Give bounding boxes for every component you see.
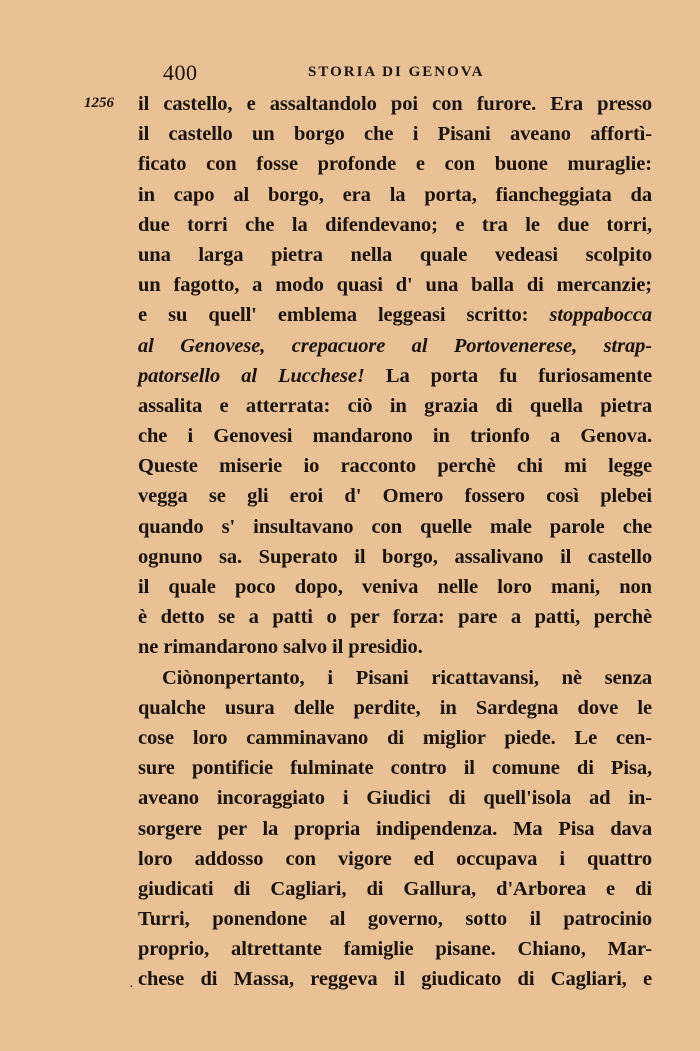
margin-dot: · (129, 980, 134, 995)
text-segment: aveano incoraggiato i Giudici di quell'isola ad in- (138, 787, 652, 810)
text-line (138, 391, 652, 421)
text-line (138, 300, 652, 330)
text-line (138, 421, 652, 451)
text-line (138, 723, 652, 753)
text-line (138, 874, 652, 904)
text-segment: un fagotto, a modo quasi d' una balla di mercanzie; (138, 274, 652, 297)
text-line (138, 814, 652, 844)
text-segment: in capo al borgo, era la porta, fiancheggiata da (138, 183, 652, 206)
text-segment: il quale poco dopo, veniva nelle loro mani, non (138, 576, 652, 598)
text-line (138, 361, 652, 391)
text-segment: sure pontificie fulminate contro il comune di Pisa, (138, 757, 652, 780)
text-line (138, 210, 652, 240)
text-line (138, 451, 652, 481)
text-line (138, 783, 652, 813)
text-segment: sorgere per la propria indipendenza. Ma Pisa dava (138, 817, 652, 840)
text-segment: cose loro camminavano di miglior piede. Le cen- (138, 726, 652, 749)
text-segment: proprio, altrettante famiglie pisane. Chiano, Mar- (138, 938, 652, 961)
text-line (138, 180, 652, 210)
page-number: 400 (163, 60, 198, 85)
text-line (138, 964, 652, 994)
text-segment: e su quell' emblema leggeasi scritto: (138, 304, 550, 327)
text-segment: La porta fu furiosamente (364, 364, 652, 387)
text-segment: ficato con fosse profonde e con buone muraglie: (138, 153, 652, 176)
text-line (138, 572, 652, 602)
text-line (138, 149, 652, 179)
text-line (138, 693, 652, 723)
text-line (138, 331, 652, 361)
running-head (0, 60, 700, 88)
text-segment: Ciònonpertanto, i Pisani ricattavansi, nè senza (162, 666, 652, 689)
text-line (138, 904, 652, 934)
text-line (138, 270, 652, 300)
text-segment: vegga se gli eroi d' Omero fossero così plebei (138, 485, 652, 508)
margin-year-note: 1256 (84, 95, 114, 111)
text-line (138, 542, 652, 572)
text-segment: Queste miserie io racconto perchè chi mi legge (138, 455, 652, 478)
text-segment: qualche usura delle perdite, in Sardegna dove le (138, 696, 652, 719)
text-segment: ne rimandarono salvo il presidio. (138, 636, 423, 659)
text-segment: Turri, ponendone al governo, sotto il patrocinio (138, 908, 652, 931)
text-line (138, 119, 652, 149)
text-segment: quando s' insultavano con quelle male parole che (138, 515, 652, 538)
italic-text-segment: stoppabocca (549, 304, 652, 327)
text-line (138, 481, 652, 511)
text-line (138, 602, 652, 632)
text-segment: due torri che la difendevano; e tra le due torri, (138, 213, 652, 236)
text-line (138, 934, 652, 964)
body-text (138, 89, 652, 995)
text-segment: il castello un borgo che i Pisani aveano affortì- (138, 123, 652, 146)
italic-text-segment: al Genovese, crepacuore al Portovenerese, strap- (138, 334, 652, 357)
text-segment: una larga pietra nella quale vedeasi scolpito (138, 243, 652, 266)
text-segment: è detto se a patti o per forza: pare a patti, perchè (138, 606, 652, 629)
text-segment: il castello, e assaltandolo poi con furore. Era presso (138, 93, 652, 115)
text-line (138, 844, 652, 874)
text-segment: giudicati di Cagliari, di Gallura, d'Arborea e di (138, 877, 652, 900)
text-segment: assalita e atterrata: ciò in grazia di quella pietra (138, 394, 652, 417)
italic-text-segment: patorsello al Lucchese! (138, 364, 365, 387)
running-title: STORIA DI GENOVA (308, 64, 485, 80)
text-line (138, 753, 652, 783)
text-segment: chese di Massa, reggeva il giudicato di Cagliari, e (138, 968, 652, 991)
text-segment: loro addosso con vigore ed occupava i quattro (138, 847, 652, 870)
text-line (138, 663, 652, 693)
text-segment: ognuno sa. Superato il borgo, assalivano il castello (138, 545, 652, 568)
text-line (138, 512, 652, 542)
text-line (138, 632, 652, 662)
text-line (138, 89, 652, 119)
text-line (138, 240, 652, 270)
text-segment: che i Genovesi mandarono in trionfo a Genova. (138, 425, 652, 448)
